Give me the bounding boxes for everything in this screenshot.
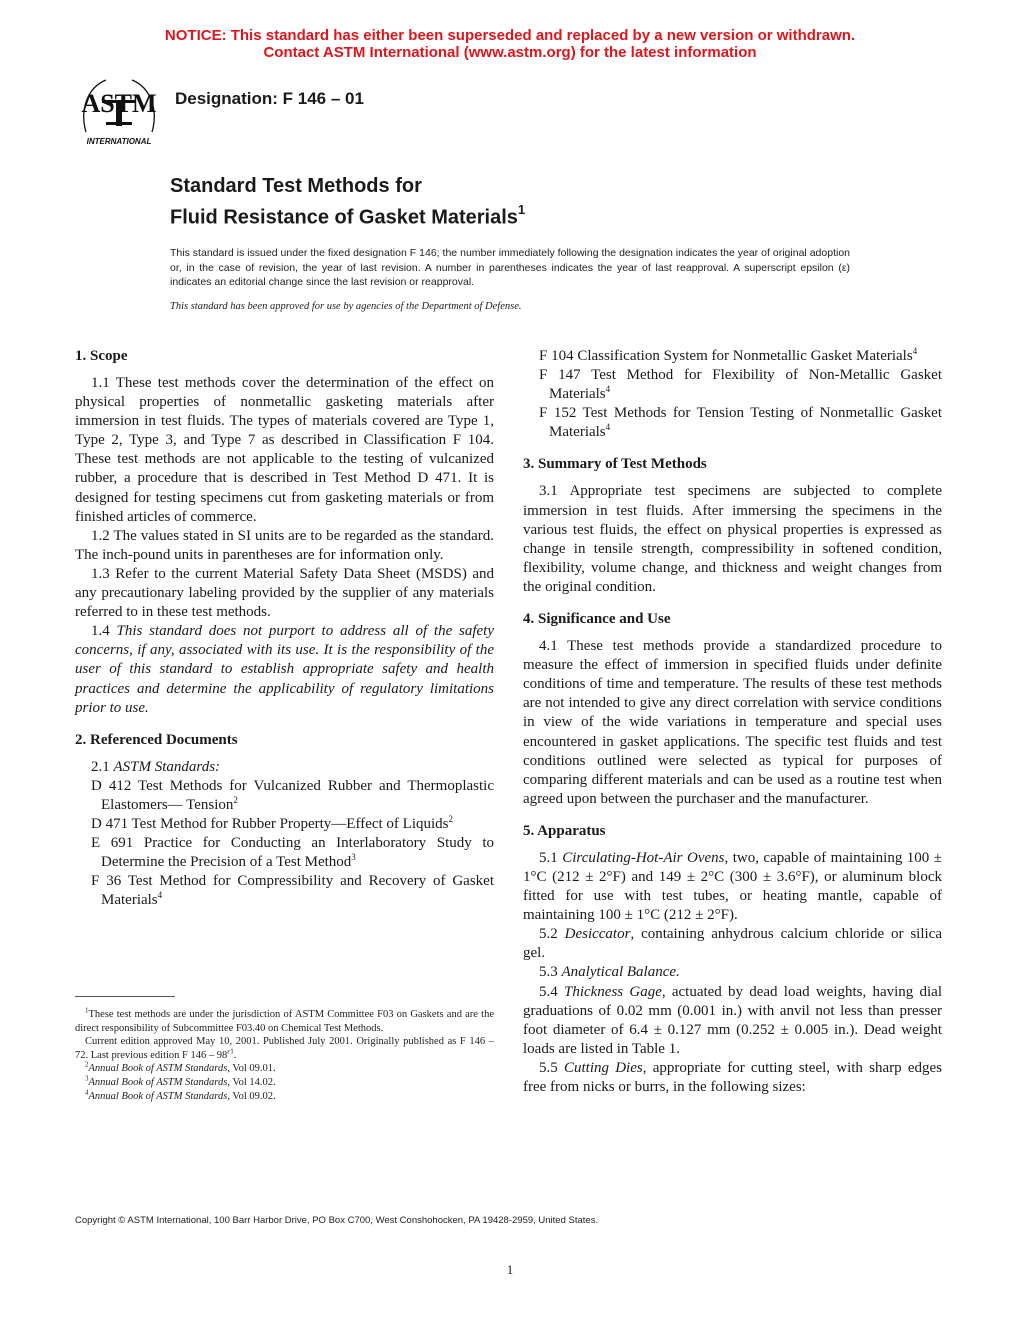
para-num: 5.5 xyxy=(539,1059,564,1076)
astm-logo xyxy=(76,72,162,148)
copyright-line: Copyright © ASTM International, 100 Barr Harbor Drive, PO Box C700, West Conshohocken, PA 19428-2959, United States. xyxy=(75,1215,599,1226)
footnote-text: These test methods are under the jurisdiction of ASTM Committee F03 on Gaskets and are the direct responsibility of Subcommittee F03.40 on Chemical Test Methods. xyxy=(75,1009,494,1034)
section-heading-apparatus: 5. Apparatus xyxy=(523,822,606,839)
ref-text: E 691 Practice for Conducting an Interlaboratory Study to Determine the Precision of a Test Method xyxy=(91,835,494,871)
paragraph-1-3: 1.3 Refer to the current Material Safety Data Sheet (MSDS) and any precautionary labeling provided by the supplier of any materials referred to in these test methods. xyxy=(75,565,494,621)
paragraph-1-4-text: This standard does not purport to address all of the safety concerns, if any, associated with its use. It is the responsibility of the user of this standard to establish appropriate safety and health practices and determine the applicability of regulatory limitations prior to use. xyxy=(75,623,495,716)
footnote-book: Annual Book of ASTM Standards xyxy=(88,1076,228,1088)
footnote-end: . xyxy=(233,1049,237,1061)
paragraph-1-2: 1.2 The values stated in SI units are to be regarded as the standard. The inch-pound units in parentheses are for information only. xyxy=(75,527,494,563)
left-column xyxy=(75,347,494,910)
issuance-note: This standard is issued under the fixed designation F 146; the number immediately following the designation indicates the year of original adoption or, in the case of revision, the year of last revision. A number in parentheses indicates the year of last reapproval. A superscript epsilon (ε) indicates an editorial change since the last revision or reapproval. xyxy=(170,247,850,288)
footnote-volume: , Vol 14.02. xyxy=(227,1076,276,1088)
ref-text: F 147 Test Method for Flexibility of Non-Metallic Gasket Materials xyxy=(539,367,942,403)
footnote-3 xyxy=(75,1076,494,1090)
logo-letters: ASTM xyxy=(81,89,157,118)
footnote-4 xyxy=(75,1090,494,1104)
paragraph-5-5 xyxy=(523,1059,942,1097)
paragraph-3-1: 3.1 Appropriate test specimens are subjected to complete immersion in test fluids. After immersing the specimens in the various test fluids, the effect on physical properties is expressed as change in tensile strength, compressibility in softened condition, flexibility, volume change, and thickness and weight changes from the original condition. xyxy=(523,483,942,595)
footnote-text: Current edition approved May 10, 2001. Published July 2001. Originally published as F 146 – 72. Last previous edition F 146 – 98 xyxy=(75,1036,494,1061)
para-num: 5.3 xyxy=(539,964,562,981)
para-term: Circulating-Hot-Air Ovens xyxy=(562,849,725,866)
notice-banner xyxy=(0,27,1020,61)
paragraph-1-4 xyxy=(75,622,494,717)
section-heading-scope: 1. Scope xyxy=(75,348,128,364)
footnote-2 xyxy=(75,1062,494,1076)
ref-text: D 471 Test Method for Rubber Property—Effect of Liquids xyxy=(91,815,449,832)
footnote-divider xyxy=(75,996,175,997)
footnote-book: Annual Book of ASTM Standards xyxy=(88,1090,228,1102)
section-heading-significance: 4. Significance and Use xyxy=(523,611,671,628)
para-term: Desiccator xyxy=(564,926,631,943)
document-title xyxy=(170,174,525,231)
paragraph-1-1: 1.1 These test methods cover the determination of the effect on physical properties of nonmetallic gasketing materials after immersion in test fluids. The types of materials covered are Type 1, Type 2, Type 3, and Type 7 as described in Classification F 104. These test methods are not applicable to the testing of vulcanized rubber, a procedure that is described in Test Method D 471. It is designed for testing specimens cut from gasketing materials or from finished articles of commerce. xyxy=(75,375,494,525)
para-rest: , appropriate for cutting steel, with sharp edges free from nicks or burrs, in the following sizes: xyxy=(523,1059,943,1095)
footnote-volume: , Vol 09.01. xyxy=(227,1063,276,1075)
para-num: 5.1 xyxy=(539,849,563,866)
notice-line-2: Contact ASTM International (www.astm.org) for the latest information xyxy=(263,44,757,61)
footnote-marker: 1 xyxy=(85,1006,89,1015)
footnote-marker: 4 xyxy=(85,1088,89,1097)
para-num: 5.2 xyxy=(539,926,565,943)
para-term: Thickness Gage xyxy=(563,983,662,1000)
dod-approval-note: This standard has been approved for use by agencies of the Department of Defense. xyxy=(170,301,522,312)
ref-sup: 3 xyxy=(351,852,356,863)
ref-sup: 4 xyxy=(605,384,611,395)
paragraph-1-4-num: 1.4 xyxy=(91,623,117,640)
title-footnote-marker: 1 xyxy=(517,202,526,217)
notice-line-1: NOTICE: This standard has either been superseded and replaced by a new version or withdrawn. xyxy=(164,27,856,44)
ref-d412 xyxy=(75,777,494,815)
ref-sup: 4 xyxy=(912,346,918,356)
para-rest: , two, capable of maintaining 100 ± 1°C (212 ± 2°F) and 149 ± 2°C (300 ± 3.6°F), or aluminum block fitted for use with test tubes, or heating mantle, capable of maintaining 100 ± 1°C (212 ± 2°F). xyxy=(523,849,942,924)
footnote-volume: , Vol 09.02. xyxy=(227,1090,276,1102)
footnote-marker: 2 xyxy=(85,1060,89,1069)
ref-text: F 36 Test Method for Compressibility and Recovery of Gasket Materials xyxy=(91,873,494,909)
title-line-2-text: Fluid Resistance of Gasket Materials xyxy=(170,206,518,229)
footnote-1 xyxy=(75,1008,494,1035)
paragraph-5-2 xyxy=(523,925,942,963)
para-term: Cutting Dies xyxy=(563,1059,643,1076)
astm-standards-num: 2.1 xyxy=(91,758,114,775)
page-number: 1 xyxy=(506,1262,514,1277)
ref-f152 xyxy=(523,404,942,442)
paragraph-5-4 xyxy=(523,983,942,1059)
ref-text: F 152 Test Methods for Tension Testing of Nonmetallic Gasket Materials xyxy=(539,405,942,441)
section-heading-summary: 3. Summary of Test Methods xyxy=(523,456,707,473)
ref-sup: 4 xyxy=(605,422,611,433)
ref-f36 xyxy=(75,872,494,910)
ref-text: F 104 Classification System for Nonmetallic Gasket Materials xyxy=(539,348,913,364)
footnote-marker: 3 xyxy=(85,1074,89,1083)
ref-sup: 2 xyxy=(233,794,238,805)
para-num: 5.4 xyxy=(539,983,564,1000)
astm-standards-text: ASTM Standards: xyxy=(113,758,221,775)
astm-standards-label xyxy=(75,758,494,777)
right-column xyxy=(523,347,942,1097)
section-heading-referenced-documents: 2. Referenced Documents xyxy=(75,731,238,748)
ref-text: D 412 Test Methods for Vulcanized Rubber and Thermoplastic Elastomers— Tension xyxy=(91,777,494,813)
footnote-book: Annual Book of ASTM Standards xyxy=(88,1063,228,1075)
footnote-1-edition xyxy=(75,1035,494,1062)
para-rest: , actuated by dead load weights, having dial graduations of 0.02 mm (0.001 in.) with anvil not less than presser foot diameter of 6.4 ± 0.127 mm (0.252 ± 0.005 in.). Dead weight loads are listed in Table 1. xyxy=(523,983,943,1057)
footnote-epsilon: ε1 xyxy=(227,1047,234,1056)
title-line-1: Standard Test Methods for xyxy=(170,175,422,197)
ref-sup: 2 xyxy=(448,813,454,824)
designation: Designation: F 146 – 01 xyxy=(175,89,364,108)
ref-sup: 4 xyxy=(157,890,163,901)
paragraph-5-3 xyxy=(523,963,942,982)
ref-f104 xyxy=(523,347,942,366)
paragraph-5-1 xyxy=(523,849,942,925)
ref-e691 xyxy=(75,834,494,872)
logo-subtext: INTERNATIONAL xyxy=(86,137,152,146)
title-line-2 xyxy=(170,199,525,231)
ref-d471 xyxy=(75,815,494,834)
para-rest: , containing anhydrous calcium chloride or silica gel. xyxy=(523,926,942,962)
paragraph-4-1: 4.1 These test methods provide a standardized procedure to measure the effect of immersion in specified fluids under definite conditions of time and temperature. The results of these test methods are not intended to give any direct correlation with service conditions in view of the wide variations in temperature and special uses encountered in gasket applications. The specific test fluids and test conditions outlined were selected as typical for purposes of comparing different materials and can be used as a routine test when agreed upon between the purchaser and the manufacturer. xyxy=(523,638,942,807)
para-term: Analytical Balance. xyxy=(561,964,680,981)
footnotes xyxy=(75,1008,494,1103)
ref-f147 xyxy=(523,366,942,404)
